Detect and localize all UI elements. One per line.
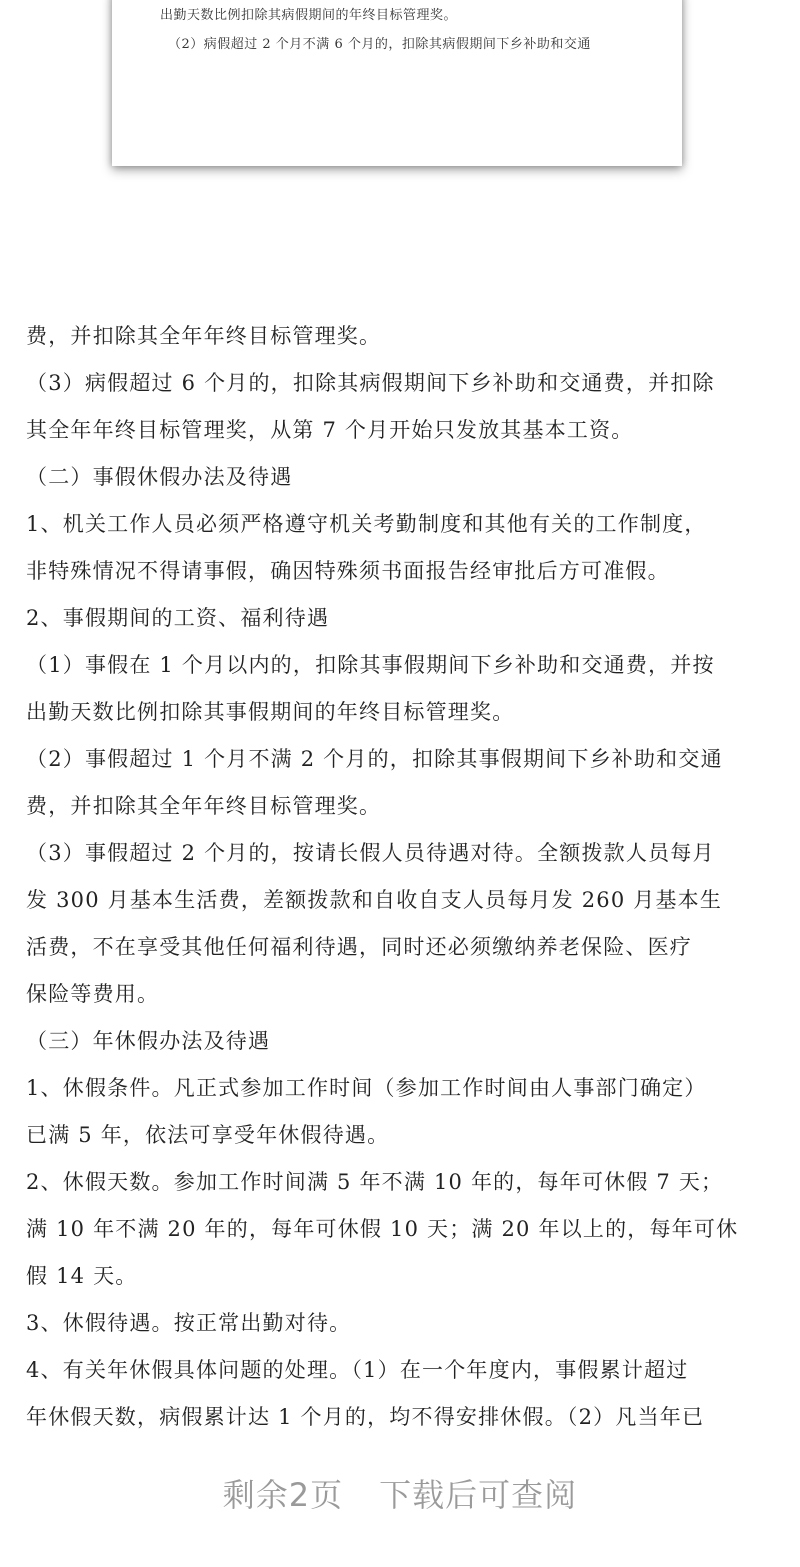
- download-prompt: [0, 1470, 800, 1516]
- doc-line: 满 10 年不满 20 年的，每年可休假 10 天；满 20 年以上的，每年可休: [26, 1217, 739, 1241]
- doc-line: 发 300 月基本生活费，差额拨款和自收自支人员每月发 260 月基本生: [26, 888, 723, 912]
- doc-line: 2、休假天数。参加工作时间满 5 年不满 10 年的，每年可休假 7 天；: [26, 1170, 724, 1194]
- doc-line: 3、休假待遇。按正常出勤对待。: [26, 1311, 352, 1335]
- download-to-view-link[interactable]: 下载后可查阅: [379, 1476, 578, 1514]
- preview-line: 出勤天数比例扣除其病假期间的年终目标管理奖。: [160, 8, 458, 23]
- doc-line: 出勤天数比例扣除其事假期间的年终目标管理奖。: [26, 700, 515, 724]
- doc-line: 活费，不在享受其他任何福利待遇，同时还必须缴纳养老保险、医疗: [26, 935, 692, 959]
- doc-line: 非特殊情况不得请事假，确因特殊须书面报告经审批后方可准假。: [26, 559, 670, 583]
- doc-line: 1、休假条件。凡正式参加工作时间（参加工作时间由人事部门确定）: [26, 1076, 707, 1100]
- doc-line: （二）事假休假办法及待遇: [26, 465, 293, 489]
- doc-line: （3）事假超过 2 个月的，按请长假人员待遇对待。全额拨款人员每月: [26, 841, 715, 865]
- preview-line: （2）病假超过 2 个月不满 6 个月的，扣除其病假期间下乡补助和交通: [168, 37, 591, 52]
- doc-line: （3）病假超过 6 个月的，扣除其病假期间下乡补助和交通费，并扣除: [26, 371, 715, 395]
- doc-line: （三）年休假办法及待遇: [26, 1029, 271, 1053]
- doc-line: 4、有关年休假具体问题的处理。（1）在一个年度内，事假累计超过: [26, 1358, 689, 1382]
- doc-line: 假 14 天。: [26, 1264, 138, 1288]
- remaining-pages-label[interactable]: 剩余2页: [222, 1476, 344, 1514]
- doc-line: 2、事假期间的工资、福利待遇: [26, 606, 330, 630]
- doc-line: 1、机关工作人员必须严格遵守机关考勤制度和其他有关的工作制度，: [26, 512, 707, 536]
- doc-line: 费，并扣除其全年年终目标管理奖。: [26, 324, 382, 348]
- doc-line: 保险等费用。: [26, 982, 160, 1006]
- doc-line: 年休假天数，病假累计达 1 个月的，均不得安排休假。（2）凡当年已: [26, 1405, 705, 1429]
- preview-page-card: [112, 0, 682, 166]
- doc-line: 已满 5 年，依法可享受年休假待遇。: [26, 1123, 390, 1147]
- doc-line: （1）事假在 1 个月以内的，扣除其事假期间下乡补助和交通费，并按: [26, 653, 715, 677]
- doc-line: （2）事假超过 1 个月不满 2 个月的，扣除其事假期间下乡补助和交通: [26, 747, 723, 771]
- doc-line: 费，并扣除其全年年终目标管理奖。: [26, 794, 382, 818]
- doc-line: 其全年年终目标管理奖，从第 7 个月开始只发放其基本工资。: [26, 418, 634, 442]
